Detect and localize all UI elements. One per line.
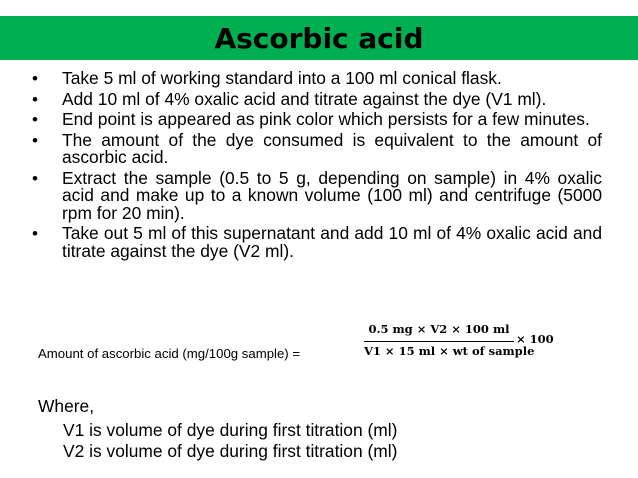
bullet-text: Take 5 ml of working standard into a 100 ml conical flask. [62, 68, 502, 88]
definition-v2: V2 is volume of dye during first titration (ml) [63, 441, 398, 461]
formula-denominator: V1 × 15 ml × wt of sample [364, 344, 535, 358]
formula-multiplier: × 100 [516, 332, 554, 346]
bullet-icon: • [32, 224, 38, 243]
bullet-item [30, 111, 602, 129]
bullet-text: Take out 5 ml of this supernatant and add 10 ml of 4% oxalic acid and titrate against the dye (V2 ml). [62, 223, 602, 261]
bullet-item [30, 225, 602, 260]
bullet-icon: • [32, 69, 38, 88]
where-heading: Where, [38, 396, 95, 416]
slide-title: Ascorbic acid [214, 22, 424, 55]
fraction-line [364, 341, 514, 342]
bullet-icon: • [32, 89, 38, 109]
bullet-text: The amount of the dye consumed is equivalent to the amount of ascorbic acid. [62, 129, 602, 167]
bullet-icon: • [32, 130, 38, 150]
bullet-icon: • [32, 110, 38, 129]
procedure-bullet-list [30, 70, 602, 263]
bullet-item [30, 88, 602, 109]
bullet-item [30, 167, 602, 223]
formula-numerator: 0.5 mg × V2 × 100 ml [368, 322, 510, 336]
bullet-icon: • [32, 168, 38, 188]
bullet-item [30, 129, 602, 167]
bullet-item [30, 70, 602, 88]
bullet-text: Extract the sample (0.5 to 5 g, depending on sample) in 4% oxalic acid and make up to a known volume (100 ml) and centrifuge (5000 rpm for 20 min). [62, 167, 602, 223]
bullet-text: Add 10 ml of 4% oxalic acid and titrate against the dye (V1 ml). [62, 88, 547, 109]
definition-v1: V1 is volume of dye during first titration (ml) [63, 420, 398, 440]
formula-label: Amount of ascorbic acid (mg/100g sample) = [38, 346, 301, 361]
bullet-text: End point is appeared as pink color which persists for a few minutes. [62, 109, 590, 129]
